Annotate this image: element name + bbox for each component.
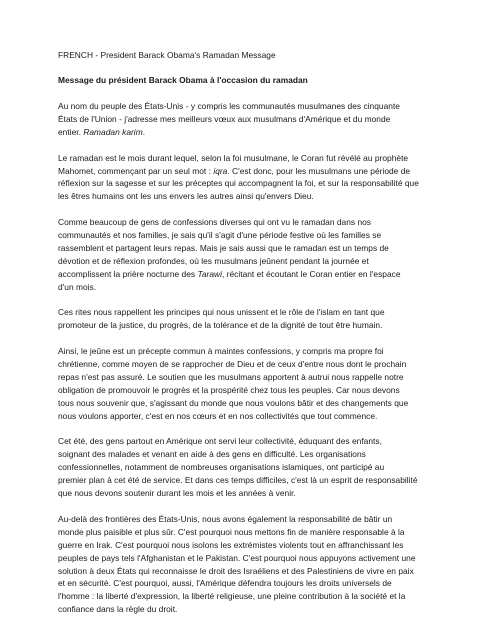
- paragraph-line: Ainsi, le jeûne est un précepte commun à maintes confessions, y compris ma propre foi: [58, 346, 384, 357]
- paragraph-line: Comme beaucoup de gens de confessions diverses qui ont vu le ramadan dans nos: [58, 217, 372, 228]
- paragraph-line: peuples de pays tels l'Afghanistan et le Pakistan. C'est pourquoi nous appuyons activement une: [58, 552, 416, 563]
- paragraph-line: confessionnelles, notamment de nombreuses organisations islamiques, ont participé au: [58, 462, 385, 473]
- paragraph-5: [58, 345, 450, 422]
- paragraph-1: [58, 100, 450, 139]
- document-header: FRENCH - President Barack Obama's Ramadan Message: [58, 50, 276, 60]
- paragraph-4: [58, 306, 450, 332]
- italic-phrase: Ramadan karim: [83, 126, 143, 137]
- paragraph-line: , récitant et écoutant le Coran entier en l'espace: [221, 268, 401, 279]
- paragraph-line: promoteur de la justice, du progrès, de la tolérance et de la dignité de tout être humain.: [58, 320, 383, 331]
- paragraph-line: Au-delà des frontières des États-Unis, nous avons également la responsabilité de bâtir un: [58, 513, 393, 524]
- paragraph-line: chrétienne, comme moyen de se rapprocher de Dieu et de ceux d'entre nous dont le prochain: [58, 359, 407, 370]
- paragraph-line: Le ramadan est le mois durant lequel, selon la foi musulmane, le Coran fut révélé au prophète: [58, 152, 409, 163]
- paragraph-line: États de l'Union - j'adresse mes meilleurs vœux aux musulmans d'Amérique et du monde: [58, 113, 391, 124]
- paragraph-line: Mahomet, commençant par un seul mot :: [58, 165, 214, 176]
- paragraph-line: premier plan à cet été de service. Et dans ces temps difficiles, c'est là un esprit de responsabilité: [58, 475, 418, 486]
- paragraph-line: .: [142, 126, 146, 137]
- paragraph-line: et en sécurité. C'est pourquoi, aussi, l'Amérique défendra toujours les droits universels de: [58, 578, 392, 589]
- paragraph-line: communautés et nos familles, je sais qu'il s'agit d'une période festive où les familles se: [58, 230, 382, 241]
- paragraph-line: réflexion sur la sagesse et sur les préceptes qui accompagnent la foi, et sur la responsabilité que: [58, 178, 419, 189]
- paragraph-line: l'homme : la liberté d'expression, la liberté religieuse, une pleine contribution à la société et la: [58, 591, 406, 602]
- paragraph-line: obligation de promouvoir le progrès et la prospérité chez tous les peuples. Car nous devons: [58, 384, 400, 395]
- paragraph-line: tous nous souvenir que, s'agissant du monde que nous voulons bâtir et des changements que: [58, 397, 409, 408]
- paragraph-line: Cet été, des gens partout en Amérique ont servi leur collectivité, éduquant des enfants,: [58, 436, 382, 447]
- paragraph-line: entier.: [58, 126, 84, 137]
- italic-word: Tarawi: [197, 268, 222, 279]
- paragraph-3: [58, 216, 450, 293]
- paragraph-line: soignant des malades et venant en aide à des gens en difficulté. Les organisations: [58, 449, 366, 460]
- paragraph-line: accomplissent la prière nocturne des: [58, 268, 198, 279]
- paragraph-line: solution à deux États qui reconnaisse le droit des Israéliens et des Palestiniens de vivre en paix: [58, 565, 414, 576]
- italic-word: iqra: [213, 165, 228, 176]
- paragraph-line: Au nom du peuple des États-Unis - y compris les communautés musulmanes des cinquante: [58, 101, 400, 111]
- paragraph-line: nous voulons apporter, c'est en nos cœurs et en nos collectivités que tout commence.: [58, 410, 378, 421]
- paragraph-line: d'un mois.: [58, 281, 97, 292]
- paragraph-line: repas n'est pas assuré. Le soutien que les musulmans apportent à autrui nous rappelle notre: [58, 371, 404, 382]
- paragraph-line: dévotion et de réflexion profondes, où les musulmans jeûnent pendant la journée et: [58, 255, 369, 266]
- paragraph-line: les êtres humains ont les uns envers les autres ainsi qu'envers Dieu.: [58, 191, 314, 202]
- paragraph-line: que nous devons soutenir durant les mois et les années à venir.: [58, 488, 296, 499]
- paragraph-7: [58, 513, 450, 616]
- paragraph-line: confiance dans la règle du droit.: [58, 604, 178, 615]
- paragraph-line: monde plus paisible et plus sûr. C'est pourquoi nous mettons fin de manière responsable à la: [58, 526, 405, 537]
- paragraph-line: guerre en Irak. C'est pourquoi nous isolons les extrémistes violents tout en affranchissant les: [58, 539, 404, 550]
- document-title: Message du président Barack Obama à l'occasion du ramadan: [58, 75, 308, 86]
- document-page: [58, 49, 450, 629]
- paragraph-line: rassemblent et partagent leurs repas. Mais je sais aussi que le ramadan est un temps de: [58, 242, 389, 253]
- paragraph-2: [58, 152, 450, 204]
- paragraph-line: . C'est donc, pour les musulmans une période de: [227, 165, 411, 176]
- paragraph-6: [58, 435, 450, 500]
- paragraph-line: Ces rites nous rappellent les principes qui nous unissent et le rôle de l'islam en tant que: [58, 307, 385, 318]
